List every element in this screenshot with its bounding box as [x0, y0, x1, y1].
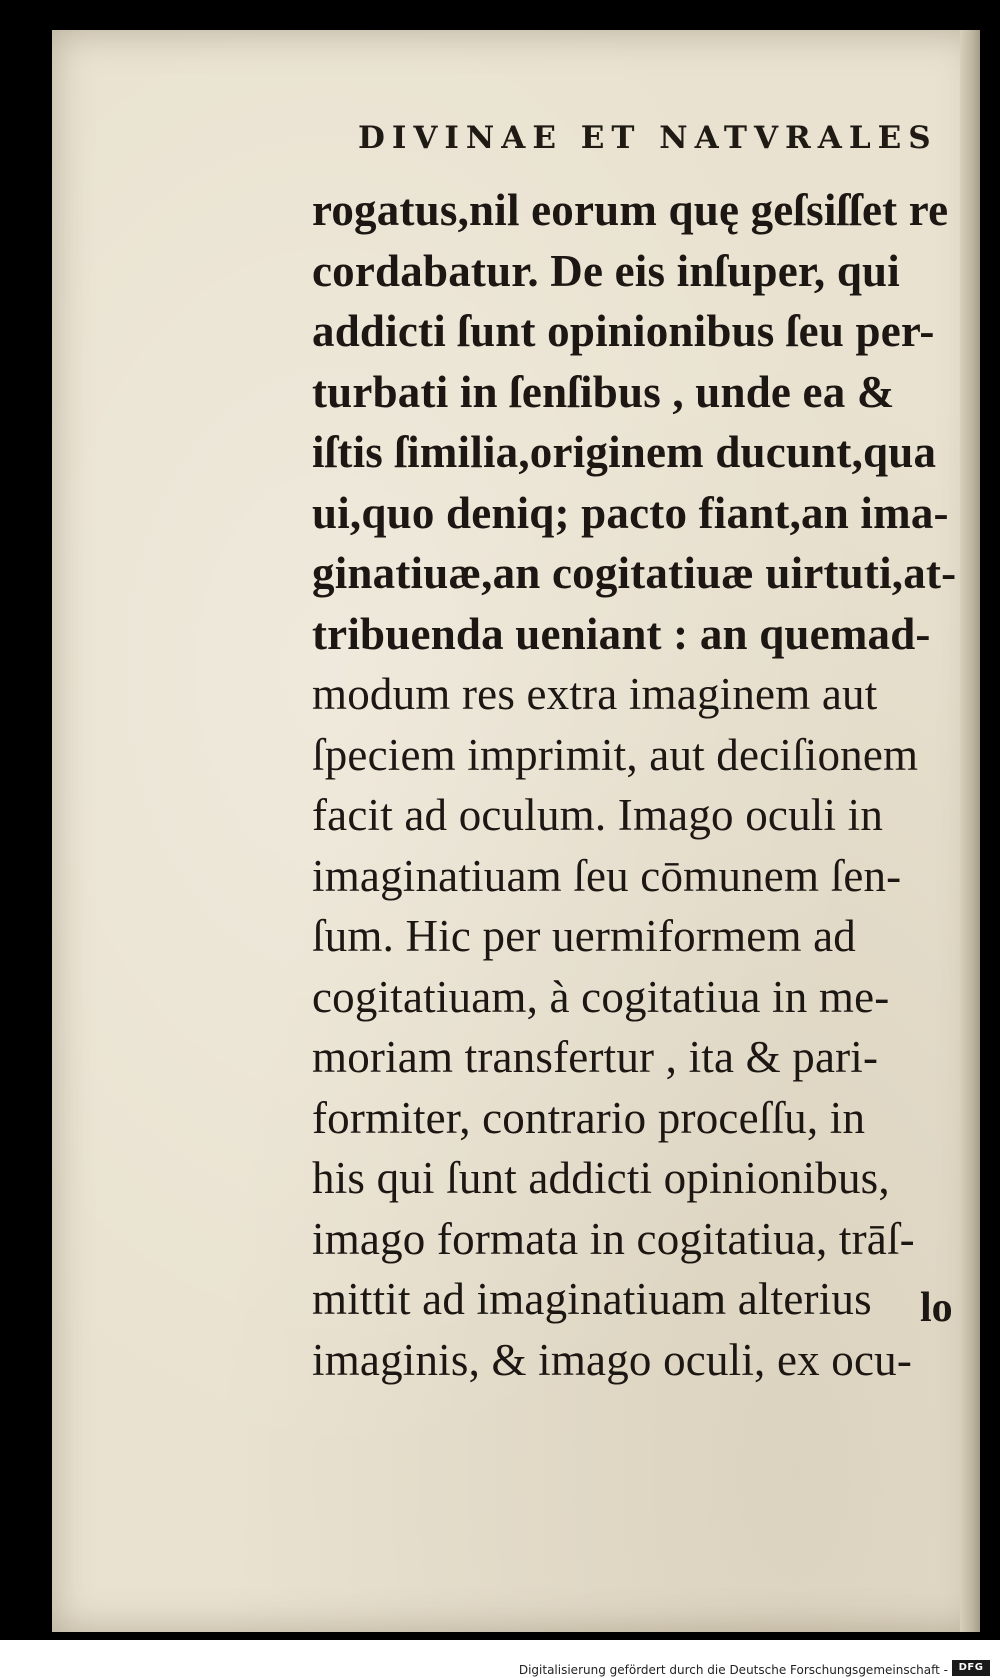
text-line: formiter, contrario proceſſu, in: [312, 1092, 866, 1143]
text-line: moriam transfertur , ita & pari-: [312, 1032, 879, 1082]
text-line: his qui ſunt addicti opinionibus,: [312, 1153, 890, 1203]
text-line: ui,quo deniq; pacto fiant,an ima-: [312, 487, 949, 538]
text-line: turbati in ſenſibus , unde ea &: [312, 366, 895, 417]
text-line: imaginatiuam ſeu cōmunem ſen-: [312, 850, 902, 901]
running-head: DIVINAE ET NATVRALES: [358, 120, 938, 156]
text-line: imago formata in cogitatiua, trāſ-: [312, 1213, 915, 1264]
text-line: addicti ſunt opinionibus ſeu per-: [312, 306, 935, 356]
text-line: mittit ad imaginatiuam alterius: [312, 1274, 872, 1324]
text-line: tribuenda ueniant : an quemad-: [312, 608, 931, 659]
text-line: modum res extra imaginem aut: [312, 669, 878, 719]
text-line: rogatus,nil eorum quę geſsiſſet re: [312, 185, 949, 235]
text-line: ſpeciem imprimit, aut deciſionem: [312, 729, 919, 780]
text-line: ſum. Hic per uermiformem ad: [312, 911, 856, 961]
text-line: ginatiuæ,an cogitatiuæ uirtuti,at-: [312, 548, 957, 598]
catchword: lo: [920, 1285, 953, 1331]
dfg-logo: DFG: [952, 1660, 990, 1676]
text-line: cordabatur. De eis inſuper, qui: [312, 245, 900, 296]
digitization-credit: Digitalisierung gefördert durch die Deutsche Forschungsgemeinschaft -: [518, 1663, 948, 1677]
page-edge: [960, 30, 980, 1632]
text-line: facit ad oculum. Imago oculi in: [312, 790, 884, 840]
text-line: cogitatiuam, à cogitatiua in me-: [312, 971, 890, 1022]
text-line: iſtis ſimilia,originem ducunt,qua: [312, 427, 937, 477]
text-line: imaginis, & imago oculi, ex ocu-: [312, 1334, 913, 1385]
text-block: [312, 180, 962, 1390]
